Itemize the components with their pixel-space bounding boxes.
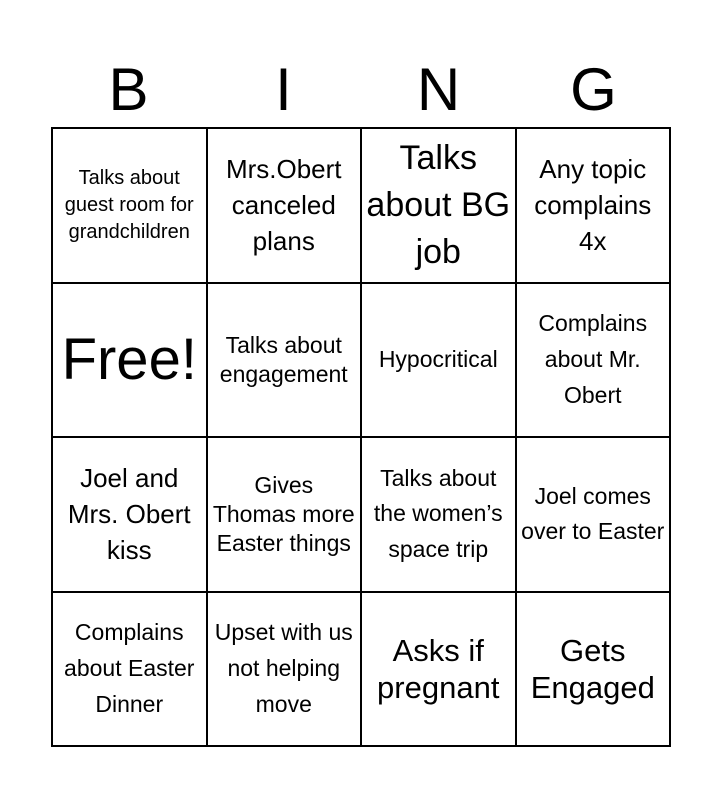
bingo-cell[interactable]	[516, 437, 671, 592]
cell-text: Joel comes over to Easter	[521, 482, 665, 545]
header-letter-b: B	[108, 56, 149, 123]
bingo-cell[interactable]	[52, 592, 207, 747]
cell-text: Talks about the women’s space trip	[373, 464, 503, 563]
cell-text: Hypocritical	[378, 345, 498, 372]
cell-text: Complains about Easter Dinner	[64, 619, 195, 717]
bingo-cell[interactable]	[361, 283, 516, 438]
cell-text: Gets Engaged	[530, 632, 655, 705]
cell-text: Upset with us not helping move	[214, 619, 353, 717]
bingo-cell[interactable]	[361, 437, 516, 592]
bingo-board	[51, 127, 671, 747]
cell-text: Talks about guest room for grandchildren	[64, 166, 194, 243]
bingo-cell[interactable]	[516, 592, 671, 747]
bingo-cell[interactable]	[207, 592, 362, 747]
header-letter-n: N	[416, 56, 461, 123]
cell-text: Any topic complains 4x	[534, 153, 652, 257]
bingo-cell[interactable]	[52, 437, 207, 592]
bingo-cell[interactable]	[52, 128, 207, 283]
bingo-cell[interactable]	[207, 283, 362, 438]
header-letter-i: I	[275, 56, 292, 123]
bingo-cell[interactable]	[516, 128, 671, 283]
cell-text: Talks about engagement	[219, 332, 348, 387]
bingo-header	[51, 52, 671, 128]
cell-text: Joel and Mrs. Obert kiss	[67, 462, 191, 566]
cell-text: Talks about BG job	[366, 138, 511, 271]
cell-text: Gives Thomas more Easter things	[212, 472, 355, 556]
cell-text: Complains about Mr. Obert	[538, 310, 648, 408]
cell-text: Free!	[61, 326, 197, 392]
bingo-cell[interactable]	[207, 128, 362, 283]
bingo-cell[interactable]	[207, 437, 362, 592]
cell-text: Asks if pregnant	[377, 632, 500, 705]
cell-text: Mrs.Obert canceled plans	[225, 153, 342, 257]
header-letter-g: G	[570, 56, 617, 123]
bingo-cell-free[interactable]	[52, 283, 207, 438]
bingo-cell[interactable]	[516, 283, 671, 438]
bingo-cell[interactable]	[361, 128, 516, 283]
bingo-cell[interactable]	[361, 592, 516, 747]
